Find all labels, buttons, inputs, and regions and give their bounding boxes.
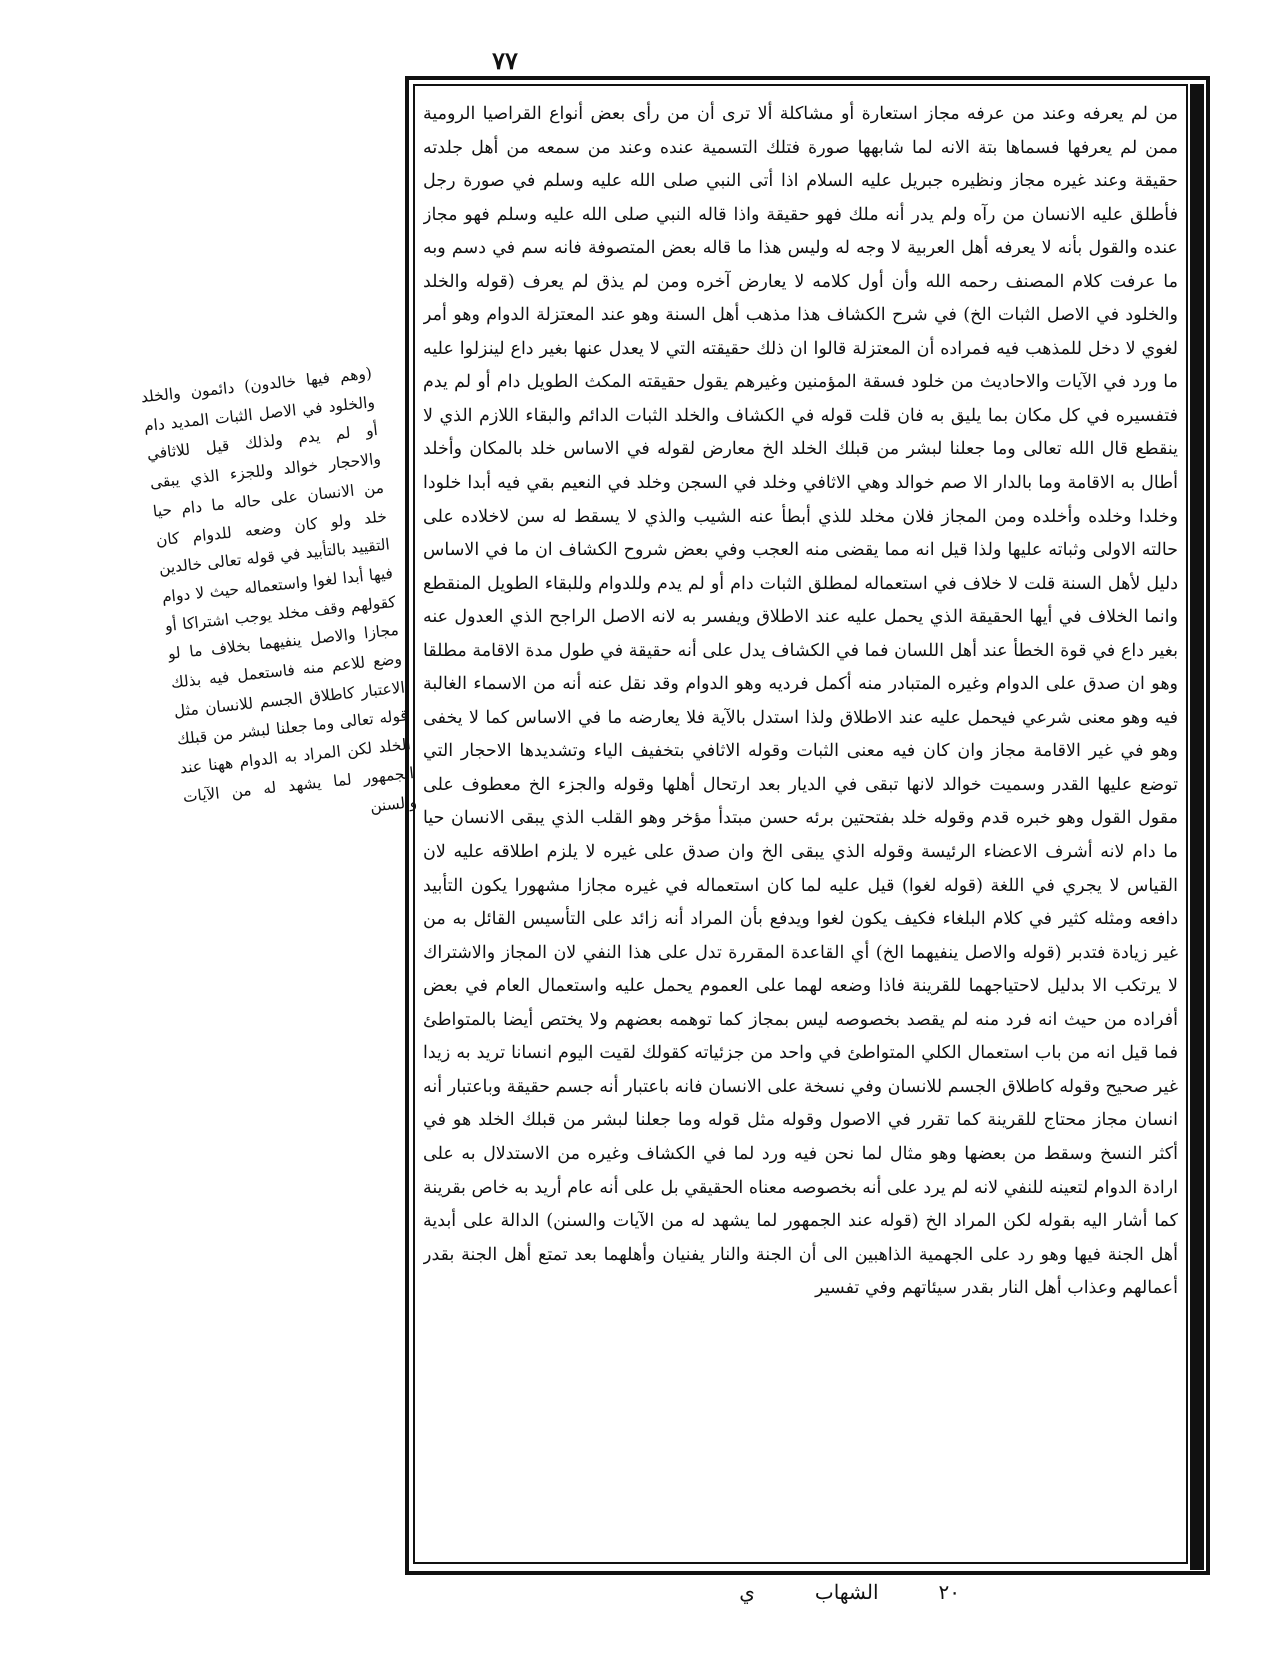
page-footer xyxy=(660,1580,960,1604)
footer-book-title-part: ي xyxy=(739,1580,755,1604)
margin-gloss xyxy=(140,359,423,881)
margin-gloss-paragraph: (وهم فيها خالدون) دائمون والخلد والخلود في الاصل الثبات المديد دام أو لم يدم ولذلك قيل للاثافي والاحجار خوالد وللجزء الذي يبقى من الانسان على حاله ما دام حيا خلد ولو كان وضعه للدوام كان التقييد بالتأبيد في قوله تعالى خالدين فيها أبدا لغوا واستعماله حيث لا دوام كقولهم وقف مخلد يوجب اشتراكا أو مجازا والاصل ينفيهما بخلاف ما لو وضع للاعم منه فاستعمل فيه بذلك الاعتبار كاطلاق الجسم للانسان مثل قوله تعالى وما جعلنا لبشر من قبلك الخلد لكن المراد به الدوام ههنا عند الجمهور لما يشهد له من الآيات والسنن xyxy=(140,364,418,816)
commentary-body xyxy=(423,98,1178,1558)
footer-signature-number: ٢٠ xyxy=(938,1580,960,1604)
footer-book-title: الشهاب xyxy=(814,1580,879,1604)
commentary-paragraph: من لم يعرفه وعند من عرفه مجاز استعارة أو مشاكلة ألا ترى أن من رأى بعض أنواع القراصيا الرومية ممن لم يعرفها فسماها بتة الانه لما شابهها صورة فتلك التسمية عنده وعند من سمعه من أهل جلدته حقيقة وعند غيره مجاز ونظيره جبريل عليه السلام اذا أتى النبي صلى الله عليه وسلم في صورة رجل فأطلق عليه الانسان من رآه ولم يدر أنه ملك فهو حقيقة واذا قاله النبي صلى الله عليه وسلم فهو مجاز عنده والقول بأنه لا يعرفه أهل العربية لا وجه له وليس هذا ما قاله بعض المتصوفة فانه سم في دسم وبه ما عرفت كلام المصنف رحمه الله وأن أول كلامه لا يعارض آخره ومن لم يذق لم يعرف (قوله والخلد والخلود في الاصل الثبات الخ) في شرح الكشاف هذا مذهب أهل السنة وهو عند المعتزلة الدوام وهو أمر لغوي لا دخل للمذهب فيه فمراده أن المعتزلة قالوا ان ذلك حقيقته التي لا يعدل عنها بغير داع لينزلوا عليه ما ورد في الآيات والاحاديث من خلود فسقة المؤمنين وغيرهم يقول حقيقته المكث الطويل دام أو لم يدم فتفسيره في كل مكان بما يليق به فان قلت قوله في الكشاف والخلد الثبات الدائم والبقاء اللازم الذي لا ينقطع قال الله تعالى وما جعلنا لبشر من قبلك الخلد الخ معارض لقوله في الاساس خلد بالمكان وأخلد أطال به الاقامة وما بالدار الا صم خوالد وهي الاثافي وخلد في السجن وخلد في النعيم بقي فيه أبدا خلودا وخلدا وخلده وأخلده ومن المجاز فلان مخلد للذي أبطأ عنه الشيب والذي لا يسقط له سن لاخلاده على حالته الاولى وثباته عليها ولذا قيل انه مما يقضى منه العجب وفي بعض شروح الكشاف ان ما في الاساس دليل لأهل السنة قلت لا خلاف في استعماله لمطلق الثبات دام أو لم يدم وللدوام وللبقاء الطويل المنقطع وانما الخلاف في أيها الحقيقة الذي يحمل عليه عند الاطلاق ويفسر به لانه الاصل الراجح الذي العدول عنه بغير داع في قوة الخطأ عند أهل اللسان فما في الكشاف يدل على أنه حقيقة في طول مدة الاقامة مطلقا وهو ان صدق على الدوام وغيره المتبادر منه أكمل فرديه وهو الدوام وقد نقل عنه أنه من الاسماء الغالبة فيه وهو معنى شرعي فيحمل عليه عند الاطلاق ولذا استدل بالآية فلا يعارضه ما في الاساس كما لا يخفى وهو في غير الاقامة مجاز وان كان فيه معنى الثبات وقوله الاثافي بتخفيف الياء وتشديدها الاحجار التي توضع عليها القدر وسميت خوالد لانها تبقى في الديار بعد ارتحال أهلها وقوله والجزء الخ معطوف على مقول القول وهو خبره قدم وقوله خلد بفتحتين برئه حسن مبتدأ مؤخر وهو القلب الذي يبقى الانسان حيا ما دام لانه أشرف الاعضاء الرئيسة وقوله الذي يبقى الخ وان صدق على غيره لا يلزم اطلاقه عليه لان القياس لا يجري في اللغة (قوله لغوا) قيل عليه لما كان استعماله في غيره مجازا مشهورا يكون التأبيد دافعه ومثله كثير في كلام البلغاء فكيف يكون لغوا ويدفع بأن المراد أنه زائد على التأسيس القائل به من غير زيادة فتدبر (قوله والاصل ينفيهما الخ) أي القاعدة المقررة تدل على هذا النفي لان المجاز والاشتراك لا يرتكب الا بدليل لاحتياجهما للقرينة فاذا وضعه لهما على العموم يحمل عليه واستعمال العام في بعض أفراده من حيث انه فرد منه لم يقصد بخصوصه ليس بمجاز كما توهمه بعضهم ولا يختص أيضا بالمتواطئ فما قيل انه من باب استعمال الكلي المتواطئ في واحد من جزئياته كقولك لقيت اليوم انسانا تريد به زيدا غير صحيح وقوله كاطلاق الجسم للانسان وفي نسخة على الانسان فانه باعتبار أنه جسم حقيقة وباعتبار أنه انسان مجاز محتاج للقرينة كما تقرر في الاصول وقوله مثل قوله وما جعلنا لبشر من قبلك الخلد هو في أكثر النسخ وسقط من بعضها وهو مثال لما نحن فيه ورد لما في الكشاف وغيره من الاستدلال به على ارادة الدوام لتعينه للنفي لانه لم يرد على أنه بخصوصه معناه الحقيقي بل على أنه عام أريد به خاص بقرينة كما أشار اليه بقوله لكن المراد الخ (قوله عند الجمهور لما يشهد له من الآيات والسنن) الدالة على أبدية أهل الجنة فيها وهو رد على الجهمية الذاهبين الى أن الجنة والنار يفنيان وأهلهما بعد تمتع أهل الجنة بقدر أعمالهم وعذاب أهل النار بقدر سيئاتهم وفي تفسير xyxy=(423,104,1178,1299)
page-frame-shadow-bar xyxy=(1190,84,1204,1570)
page-number: ٧٧ xyxy=(492,46,518,75)
